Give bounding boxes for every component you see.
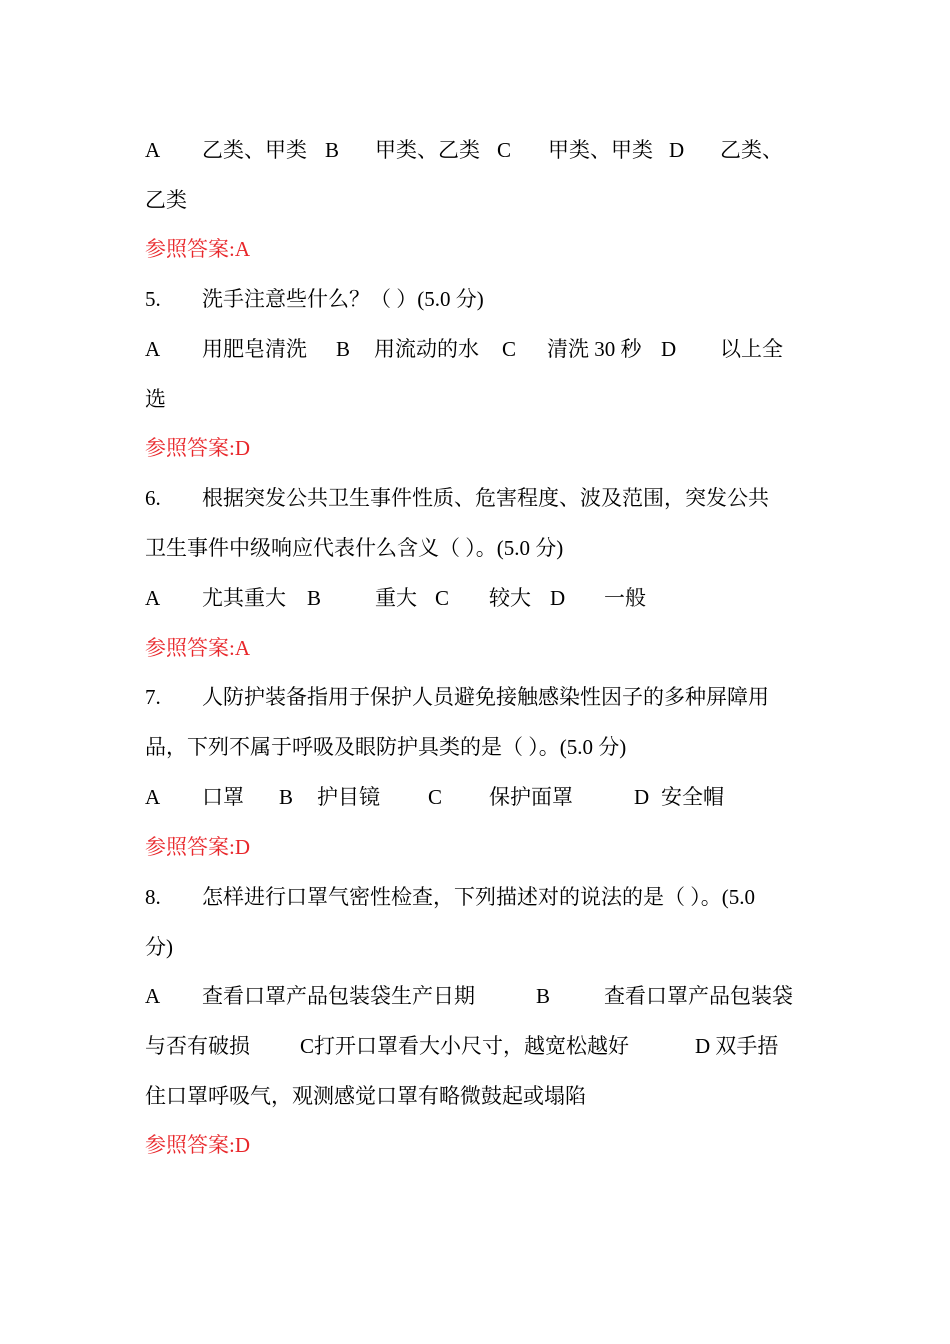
q7-option-d-key: D — [634, 785, 650, 809]
q8-stem-line-1 — [145, 882, 815, 912]
q5-stem — [145, 284, 805, 314]
q5-number: 5. — [145, 287, 161, 311]
q5-option-b-key: B — [336, 337, 351, 361]
q6-option-b-text: 重大 — [375, 586, 417, 610]
q7-stem-line-2: 品，下列不属于呼吸及眼防护具类的是（ ）。(5.0 分) — [145, 735, 627, 759]
q5-option-d-text: 以上全 — [720, 337, 783, 361]
q5-option-c-key: C — [502, 337, 517, 361]
q4-option-a-key: A — [145, 138, 161, 162]
q6-option-c-text: 较大 — [489, 586, 531, 610]
q8-option-b-text: 查看口罩产品包装袋 — [604, 984, 793, 1008]
q7-option-d-text: 安全帽 — [661, 785, 724, 809]
q6-stem-text-1: 根据突发公共卫生事件性质、危害程度、波及范围，突发公共 — [202, 486, 769, 510]
q4-option-d-key: D — [669, 138, 685, 162]
q7-option-c-text: 保护面罩 — [489, 785, 573, 809]
q7-option-b-key: B — [279, 785, 294, 809]
q7-answer: 参照答案:D — [145, 835, 250, 859]
q6-option-a-text: 尤其重大 — [202, 586, 286, 610]
q8-option-b-text-cont: 与否有破损 — [145, 1034, 250, 1058]
q8-answer: 参照答案:D — [145, 1133, 250, 1157]
q8-stem-line-2: 分) — [145, 935, 173, 959]
q7-option-a-text: 口罩 — [202, 785, 244, 809]
q4-answer: 参照答案:A — [145, 237, 250, 261]
q5-option-c-text: 清洗 30 秒 — [547, 337, 642, 361]
q7-option-c-key: C — [428, 785, 443, 809]
q5-option-b-text: 用流动的水 — [374, 337, 479, 361]
q7-stem-text-1: 人防护装备指用于保护人员避免接触感染性因子的多种屏障用 — [202, 685, 769, 709]
q8-number: 8. — [145, 885, 161, 909]
q4-option-a-text: 乙类、甲类 — [202, 138, 307, 162]
q6-option-c-key: C — [435, 586, 450, 610]
q4-options-line-1 — [145, 135, 805, 165]
q8-option-d-text: D 双手捂 — [695, 1034, 779, 1058]
q5-option-a-key: A — [145, 337, 161, 361]
q8-option-b-key: B — [536, 984, 551, 1008]
q7-option-b-text: 护目镜 — [317, 785, 380, 809]
q5-stem-text: 洗手注意些什么？（ ）(5.0 分) — [202, 287, 484, 311]
q8-options-line-1 — [145, 981, 815, 1011]
q4-option-b-text: 甲类、乙类 — [375, 138, 480, 162]
q4-options-line-2: 乙类 — [145, 188, 187, 212]
q8-option-c-text: C打开口罩看大小尺寸，越宽松越好 — [300, 1034, 630, 1058]
q8-option-a-text: 查看口罩产品包装袋生产日期 — [202, 984, 475, 1008]
q4-option-c-text: 甲类、甲类 — [548, 138, 653, 162]
q6-options — [145, 583, 805, 613]
q7-option-a-key: A — [145, 785, 161, 809]
q6-option-b-key: B — [307, 586, 322, 610]
q6-stem-line-1 — [145, 483, 815, 513]
q5-options-line-2: 选 — [145, 387, 166, 411]
q6-stem-line-2: 卫生事件中级响应代表什么含义（ ）。(5.0 分) — [145, 536, 564, 560]
q4-option-d-text: 乙类、 — [720, 138, 783, 162]
q8-options-line-2 — [145, 1031, 805, 1061]
q4-option-b-key: B — [325, 138, 340, 162]
q5-options-line-1 — [145, 334, 805, 364]
q5-option-d-key: D — [661, 337, 677, 361]
q8-options-line-3: 住口罩呼吸气，观测感觉口罩有略微鼓起或塌陷 — [145, 1084, 586, 1108]
q5-option-a-text: 用肥皂清洗 — [202, 337, 307, 361]
q6-answer: 参照答案:A — [145, 636, 250, 660]
q6-option-d-key: D — [550, 586, 566, 610]
q6-option-a-key: A — [145, 586, 161, 610]
q8-stem-text-1: 怎样进行口罩气密性检查，下列描述对的说法的是（ ）。(5.0 — [202, 885, 755, 909]
q4-option-c-key: C — [497, 138, 512, 162]
q7-options — [145, 782, 805, 812]
q6-option-d-text: 一般 — [604, 586, 646, 610]
q8-option-a-key: A — [145, 984, 161, 1008]
q7-stem-line-1 — [145, 682, 815, 712]
q5-answer: 参照答案:D — [145, 436, 250, 460]
q7-number: 7. — [145, 685, 161, 709]
q6-number: 6. — [145, 486, 161, 510]
